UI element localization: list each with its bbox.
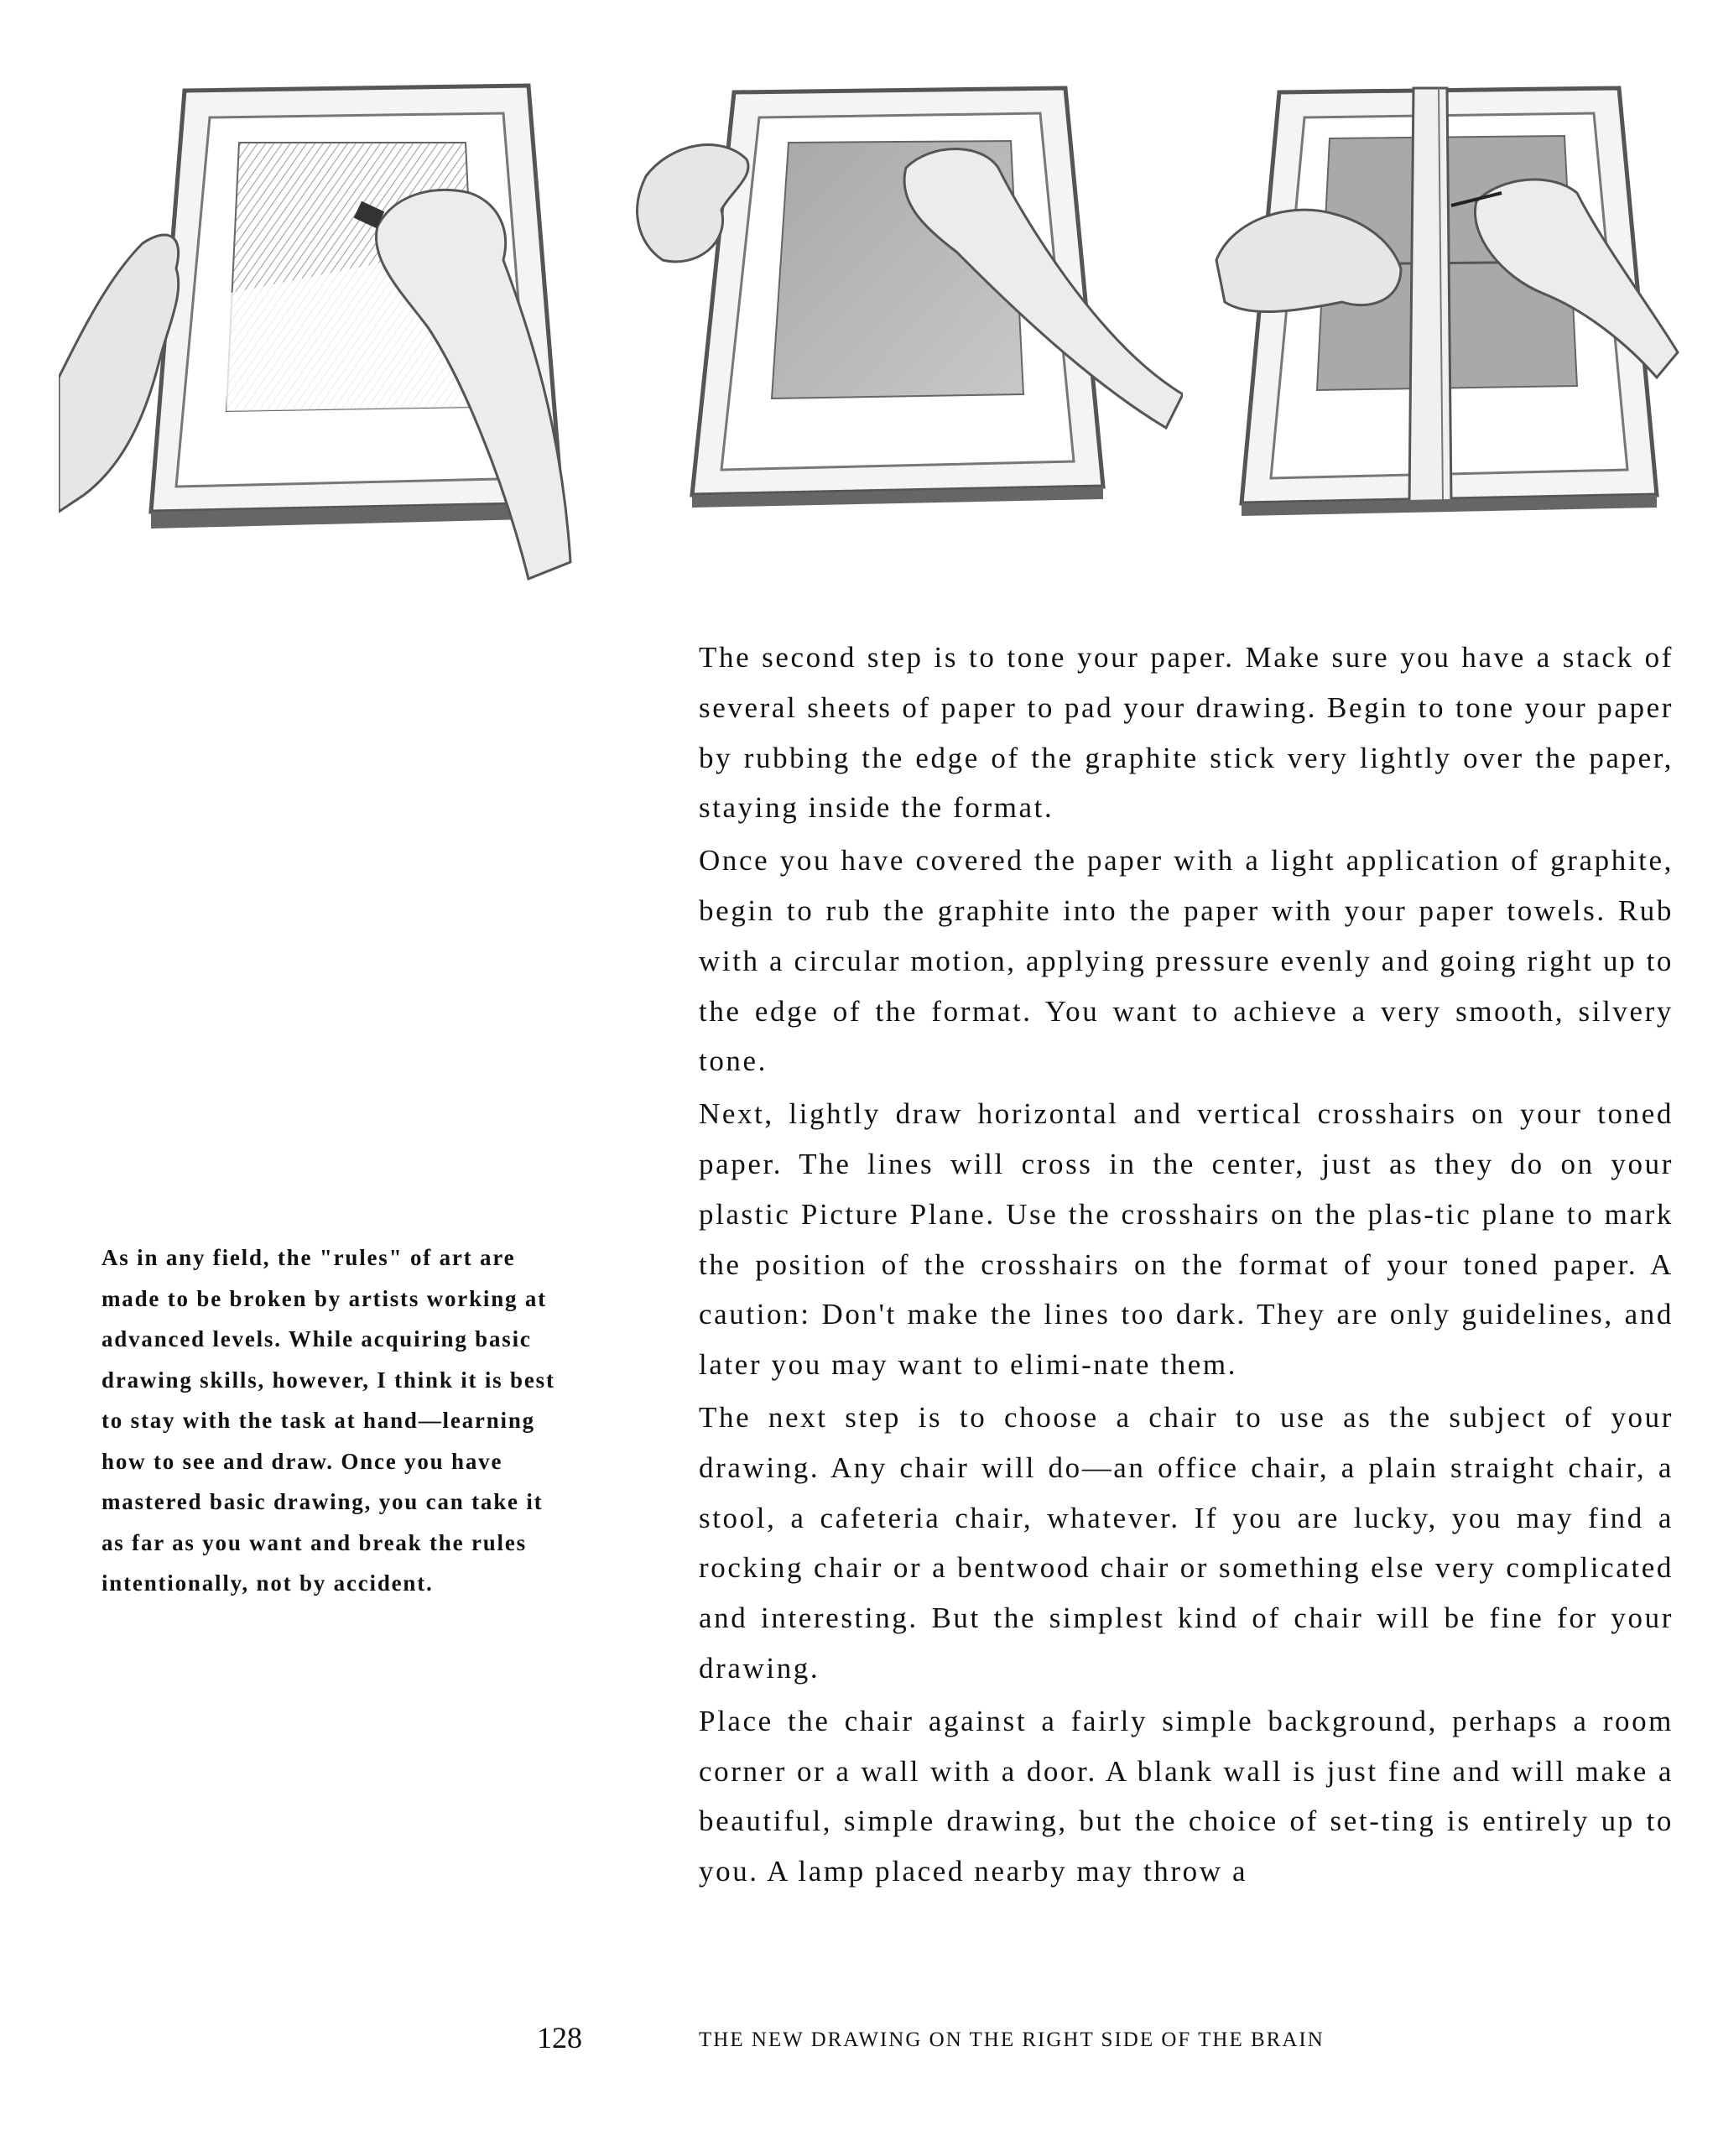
page-number: 128 <box>537 2021 582 2054</box>
sidebar-note <box>102 1237 571 1604</box>
illustration-crosshairs-ruler <box>1200 76 1686 587</box>
board-sketch-2 <box>629 76 1183 587</box>
running-title: THE NEW DRAWING ON THE RIGHT SIDE OF THE BRAIN <box>699 2028 1325 2051</box>
board-sketch-3 <box>1200 76 1686 587</box>
page-footer <box>0 2020 1718 2062</box>
illustration-toning-paper <box>59 76 596 587</box>
sidebar-note-text: As in any field, the "rules" of art are made to be broken by artists working at advanced levels. While acquiring basic drawing skills, however, I think it is best to stay with the task at hand—learning how to see and draw. Once you have mastered basic drawing, you can take it as far as you want and break the rules intentionally, not by accident. <box>102 1245 555 1596</box>
paragraph-rub-graphite: Once you have covered the paper with a light application of graphite, begin to rub the graphite into the paper with your paper towels. Rub with a circular motion, applying pressure evenly and going right up to the edge of the format. You want to achieve a very smooth, silvery tone. <box>699 844 1674 1078</box>
main-text-column <box>699 633 1674 1899</box>
illustration-strip <box>59 76 1686 587</box>
paragraph-tone-paper: The second step is to tone your paper. Make sure you have a stack of several sheets of paper to pad your drawing. Begin to tone your paper by rubbing the edge of the graphite stick very lightly over the paper, staying inside the format. <box>699 641 1674 825</box>
paragraph-crosshairs: Next, lightly draw horizontal and vertical crosshairs on your toned paper. The lines will cross in the center, just as they do on your plastic Picture Plane. Use the crosshairs on the plas-tic plane to mark the position of the crosshairs on the format of your toned paper. A caution: Don't make the lines too dark. They are only guidelines, and later you may want to elimi-nate them. <box>699 1097 1674 1382</box>
paragraph-choose-chair: The next step is to choose a chair to use as the subject of your drawing. Any chair will do—an office chair, a plain straight chair, a stool, a cafeteria chair, whatever. If you are lucky, you may find a rocking chair or a bentwood chair or something else very complicated and interesting. But the simplest kind of chair will be fine for your drawing. <box>699 1400 1674 1685</box>
illustration-rubbing-tone <box>629 76 1183 587</box>
board-sketch-1 <box>59 76 596 587</box>
paragraph-place-chair: Place the chair against a fairly simple background, perhaps a room corner or a wall with a door. A blank wall is just fine and will make a beautiful, simple drawing, but the choice of set-ting is entirely up to you. A lamp placed nearby may throw a <box>699 1704 1674 1888</box>
